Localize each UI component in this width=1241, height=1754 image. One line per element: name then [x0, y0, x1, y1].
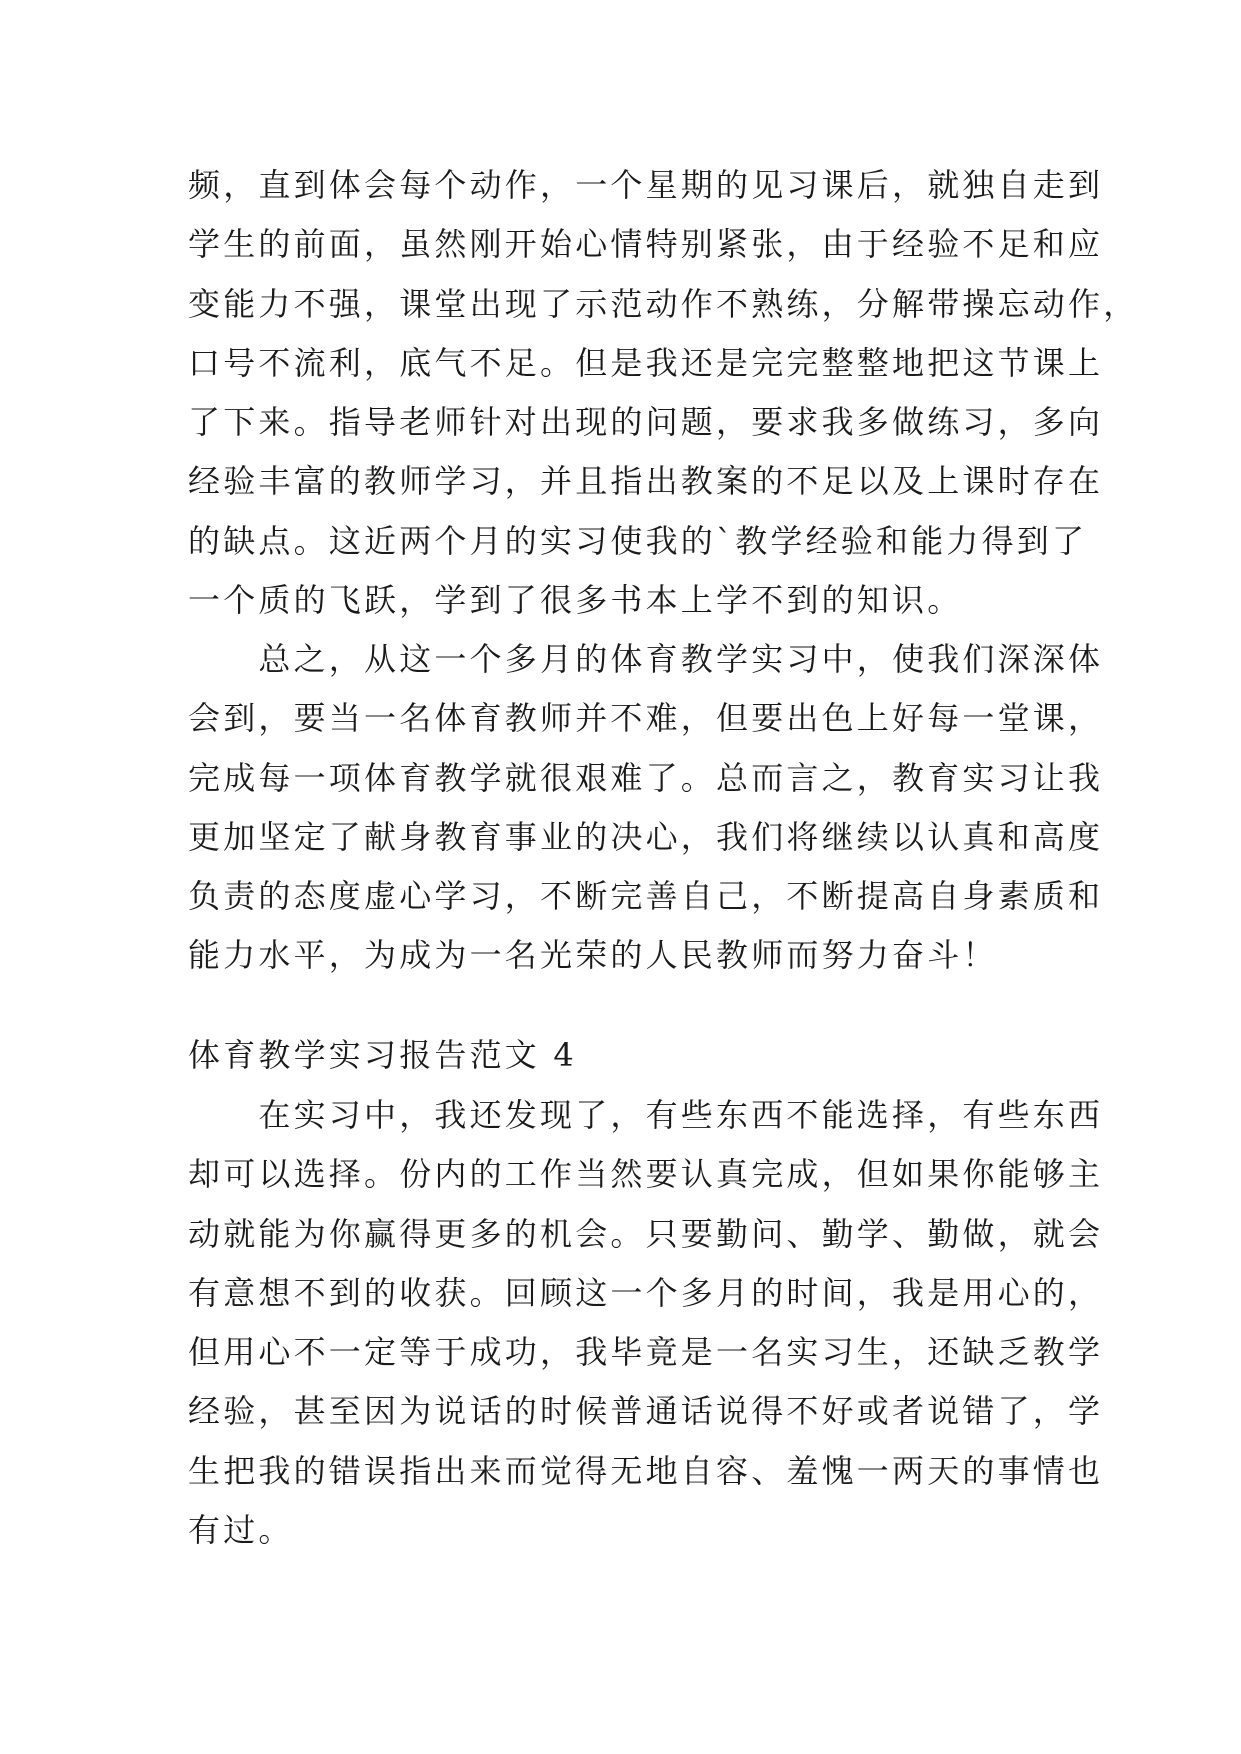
text-line: 却可以选择。份内的工作当然要认真完成，但如果你能够主: [188, 1155, 1104, 1194]
text-line: 变能力不强，课堂出现了示范动作不熟练，分解带操忘动作，: [188, 284, 1139, 323]
text-line: 口号不流利，底气不足。但是我还是完完整整地把这节课上: [188, 343, 1104, 382]
text-line: 能力水平，为成为一名光荣的人民教师而努力奋斗！: [188, 936, 998, 975]
text-line: 有过。: [188, 1511, 294, 1550]
text-line: 的缺点。这近两个月的实习使我的`教学经验和能力得到了: [188, 521, 1088, 560]
text-line: 完成每一项体育教学就很艰难了。总而言之，教育实习让我: [188, 758, 1104, 797]
text-line: 会到，要当一名体育教师并不难，但要出色上好每一堂课，: [188, 699, 1104, 738]
text-line: 经验，甚至因为说话的时候普通话说得不好或者说错了，学: [188, 1392, 1104, 1431]
text-line: 了下来。指导老师针对出现的问题，要求我多做练习，多向: [188, 403, 1104, 442]
text-line: 一个质的飞跃，学到了很多书本上学不到的知识。: [188, 581, 963, 620]
paragraph-conclusion: [188, 630, 1104, 986]
text-line: 频，直到体会每个动作，一个星期的见习课后，就独自走到: [188, 166, 1104, 204]
text-line: 总之，从这一个多月的体育教学实习中，使我们深深体: [188, 640, 1104, 678]
text-line: 负责的态度虚心学习，不断完善自己，不断提高自身素质和: [188, 877, 1104, 916]
paragraph-section4: [188, 1086, 1104, 1560]
text-line: 经验丰富的教师学习，并且指出教案的不足以及上课时存在: [188, 462, 1104, 501]
section-heading: [188, 1026, 1068, 1085]
section-heading-text: 体育教学实习报告范文 4: [188, 1036, 577, 1074]
text-line: 在实习中，我还发现了，有些东西不能选择，有些东西: [188, 1096, 1104, 1134]
text-line: 动就能为你赢得更多的机会。只要勤问、勤学、勤做，就会: [188, 1214, 1104, 1253]
text-line: 生把我的错误指出来而觉得无地自容、羞愧一两天的事情也: [188, 1451, 1104, 1490]
text-line: 但用心不一定等于成功，我毕竟是一名实习生，还缺乏教学: [188, 1333, 1104, 1372]
text-line: 有意想不到的收获。回顾这一个多月的时间，我是用心的，: [188, 1273, 1104, 1312]
text-line: 学生的前面，虽然刚开始心情特别紧张，由于经验不足和应: [188, 225, 1104, 264]
paragraph-continued: [188, 156, 1139, 630]
text-line: 更加坚定了献身教育事业的决心，我们将继续以认真和高度: [188, 817, 1104, 856]
